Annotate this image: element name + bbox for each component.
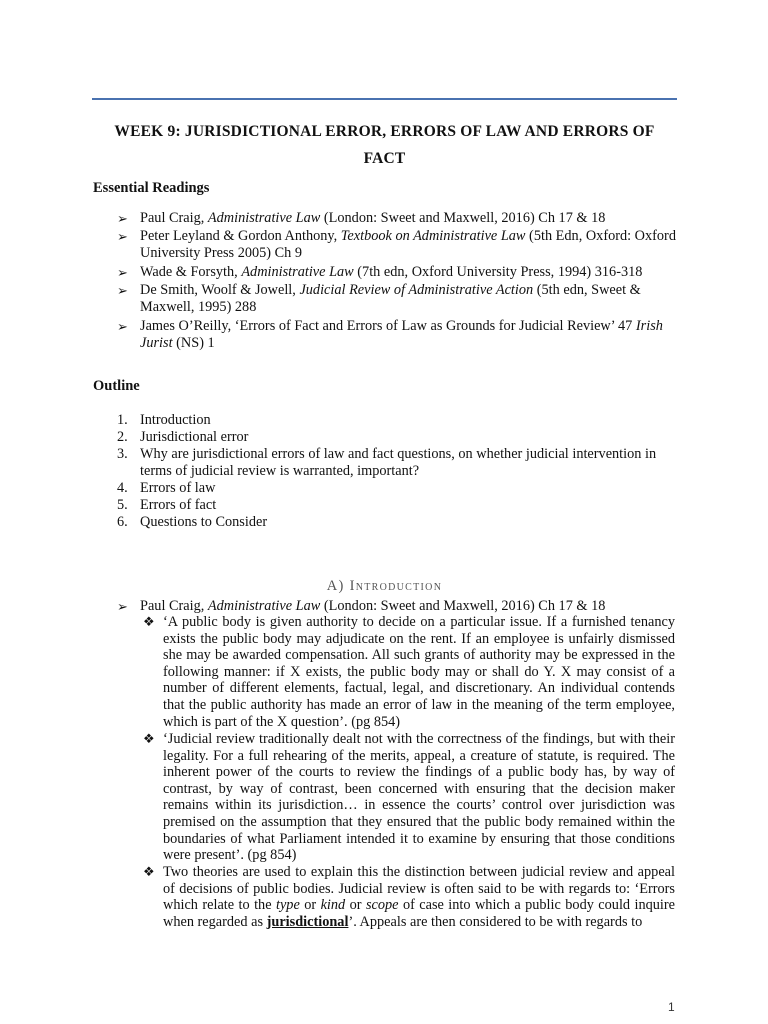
page-title: WEEK 9: JURISDICTIONAL ERROR, ERRORS OF LAW AND ERRORS OF FACT bbox=[114, 123, 655, 167]
outline-item: 4. Errors of law bbox=[117, 480, 216, 496]
outline-item: 5. Errors of fact bbox=[117, 497, 217, 513]
outline-item: 3. Why are jurisdictional errors of law and fact questions, on whether judicial intervention in terms of judicial review is warranted, important? bbox=[117, 446, 657, 479]
page-number: 1 bbox=[668, 1000, 675, 1014]
reading-item: ➢ James O’Reilly, ‘Errors of Fact and Errors of Law as Grounds for Judicial Review’ 47 Irish Jurist (NS) 1 bbox=[117, 317, 663, 351]
diamond-bullet-icon: ❖ bbox=[143, 864, 155, 879]
outline-item: 6. Questions to Consider bbox=[117, 514, 268, 530]
source-reference: ➢ Paul Craig, Administrative Law (London: Sweet and Maxwell, 2016) Ch 17 & 18 bbox=[117, 598, 606, 614]
reading-item: ➢ Paul Craig, Administrative Law (London: Sweet and Maxwell, 2016) Ch 17 & 18 bbox=[117, 210, 606, 226]
quote-paragraph: ‘Judicial review traditionally dealt not with the correctness of the findings, but with their legality. For a full rehearing of the merits, appeal, a creature of statute, is required. The inherent power of the courts to review the findings of a public body has, by way of contrast, by way of contrast, been concerned with ensuring that the decision maker remains within its jurisdiction… in essence the courts’ control over jurisdiction was premised on the assumption that they ensured that the public body remained within the boundaries of what Parliament intended it to examine by ensuring that those conditions were present’. (pg 854) bbox=[163, 731, 675, 864]
reading-item: ➢ Peter Leyland & Gordon Anthony, Textbook on Administrative Law (5th Edn, Oxford: Oxford University Press 2005) Ch 9 bbox=[117, 228, 676, 262]
arrow-bullet-icon: ➢ bbox=[117, 229, 128, 245]
outline-heading: Outline bbox=[93, 378, 140, 394]
outline-list bbox=[117, 412, 677, 531]
arrow-bullet-icon: ➢ bbox=[117, 211, 128, 226]
diamond-bullet-icon: ❖ bbox=[143, 731, 155, 746]
arrow-bullet-icon: ➢ bbox=[117, 318, 128, 334]
arrow-bullet-icon: ➢ bbox=[117, 283, 128, 299]
outline-item: 1. Introduction bbox=[117, 412, 211, 428]
outline-item: 2. Jurisdictional error bbox=[117, 429, 249, 445]
reading-item: ➢ De Smith, Woolf & Jowell, Judicial Review of Administrative Action (5th edn, Sweet & Maxwell, 1995) 288 bbox=[117, 282, 641, 316]
arrow-bullet-icon: ➢ bbox=[117, 264, 128, 280]
section-heading-introduction: A) Introduction bbox=[326, 578, 443, 594]
header-rule bbox=[92, 98, 677, 100]
readings-list bbox=[117, 210, 677, 353]
essential-readings-heading: Essential Readings bbox=[93, 180, 210, 196]
diamond-bullet-icon: ❖ bbox=[143, 614, 155, 629]
theory-paragraph: Two theories are used to explain this the distinction between judicial review and appeal of decisions of public bodies. Judicial review is often said to be with regards to: ‘Errors which relate to the type or kind or scope of case into which a public body could inquire when regarded as jurisdictional’. Appeals are then considered to be with regards to bbox=[163, 864, 675, 930]
quote-paragraph: ‘A public body is given authority to decide on a particular issue. If a furnished tenancy exists the public body may adjudicate on the rent. If an employee is unfairly dismissed she may be awarded compensation. All such grants of authority may be expressed in the following manner: if X exists, the public body may or shall do Y. X may consist of a number of different elements, factual, legal, and discretionary. An individual contends that the public authority has made an error of law in the meaning of the term employee, which is part of the X question’. (pg 854) bbox=[163, 614, 675, 730]
arrow-bullet-icon: ➢ bbox=[117, 599, 128, 614]
reading-item: ➢ Wade & Forsyth, Administrative Law (7th edn, Oxford University Press, 1994) 316-318 bbox=[117, 263, 643, 280]
